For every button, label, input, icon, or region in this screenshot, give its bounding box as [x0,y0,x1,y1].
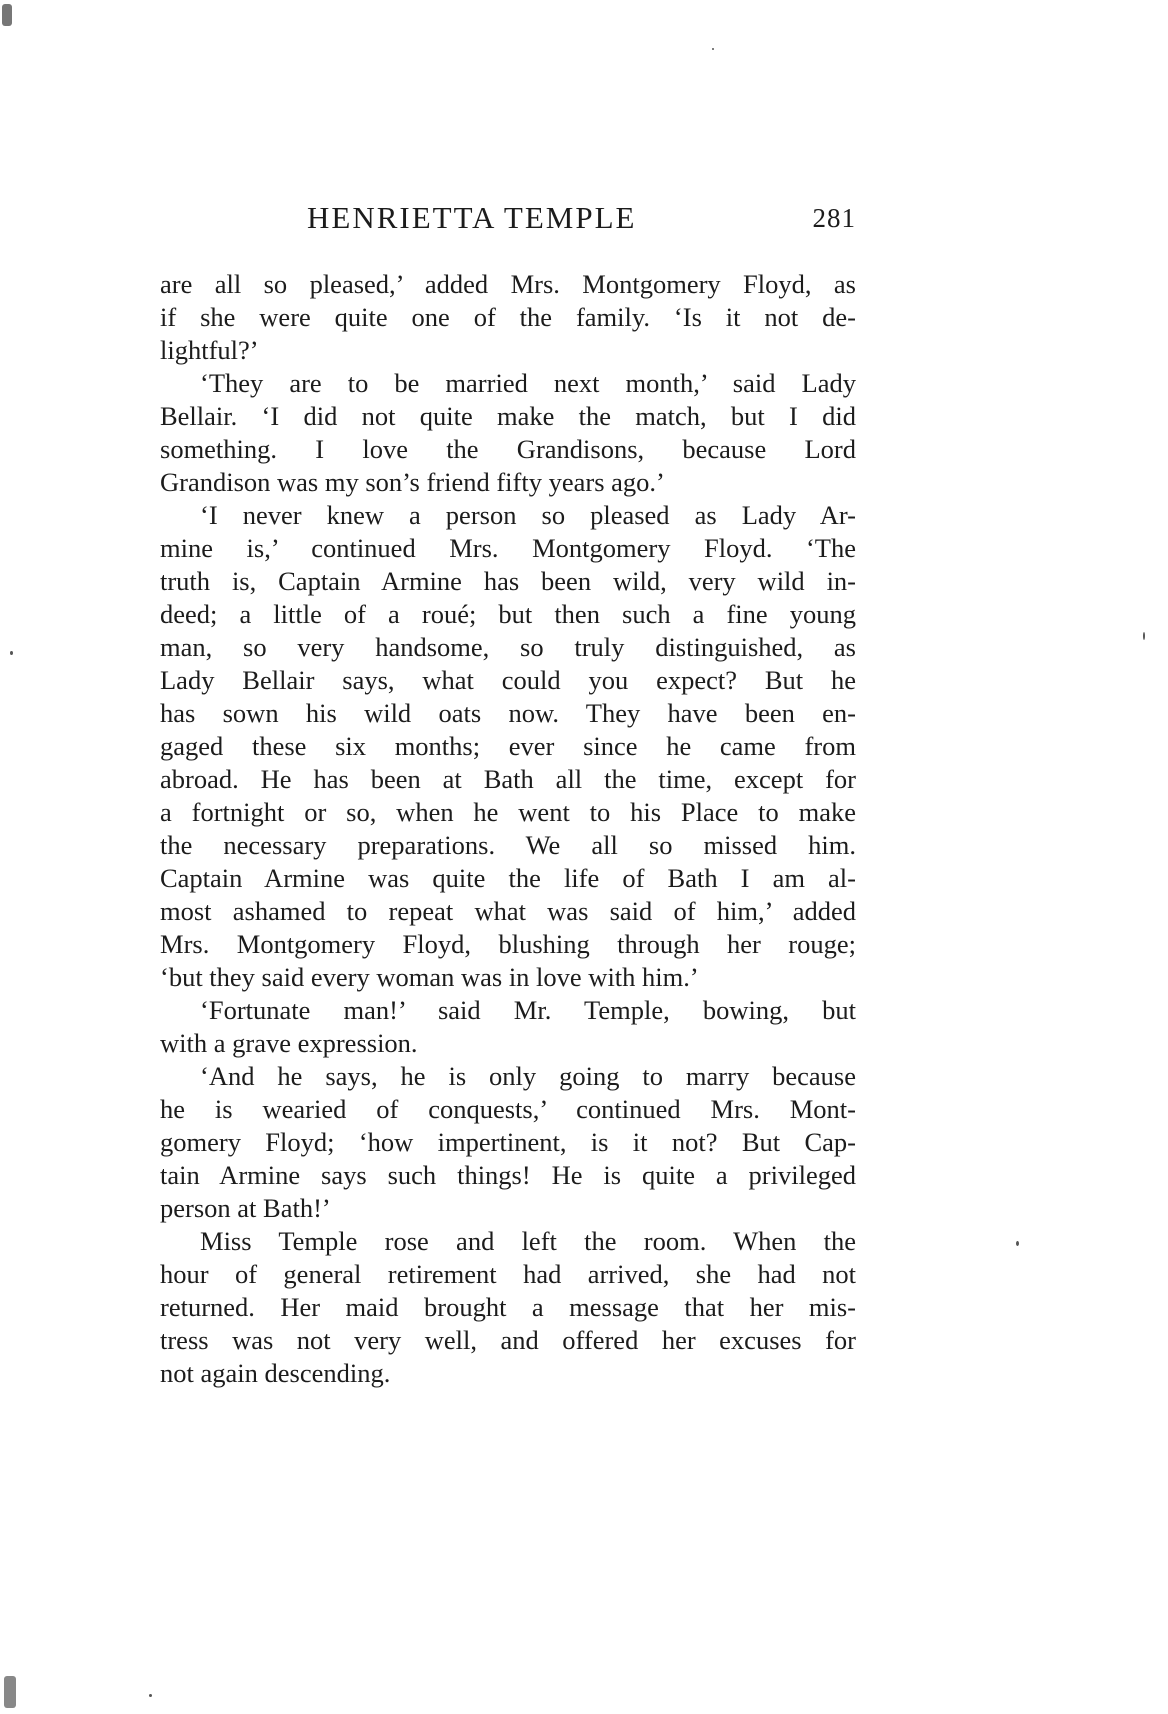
text-line: ‘And he says, he is only going to marry because [200,1061,856,1091]
text-line: abroad. He has been at Bath all the time, except for [160,764,856,794]
scan-speck [712,48,714,50]
text-line: has sown his wild oats now. They have been en- [160,698,856,728]
scan-speck [4,1676,16,1708]
text-line: tress was not very well, and offered her excuses for [160,1325,856,1355]
text-line: lightful?’ [160,335,259,365]
body-text [160,268,856,1390]
text-line: person at Bath!’ [160,1193,331,1223]
page-header [160,200,856,240]
text-line: Lady Bellair says, what could you expect? But he [160,665,856,695]
text-line: man, so very handsome, so truly distinguished, as [160,632,856,662]
scan-speck [2,4,12,26]
text-line: Bellair. ‘I did not quite make the match, but I did [160,401,856,431]
running-title: HENRIETTA TEMPLE [307,200,637,235]
text-line: not again descending. [160,1358,391,1388]
scan-speck [1016,1241,1019,1246]
text-line: something. I love the Grandisons, because Lord [160,434,856,464]
page-number: 281 [812,203,856,233]
text-line: if she were quite one of the family. ‘Is it not de- [160,302,856,332]
text-line: gomery Floyd; ‘how impertinent, is it not? But Cap- [160,1127,856,1157]
scan-speck [10,651,13,655]
text-line: mine is,’ continued Mrs. Montgomery Floyd. ‘The [160,533,856,563]
text-line: Captain Armine was quite the life of Bath I am al- [160,863,856,893]
text-line: Miss Temple rose and left the room. When the [200,1226,856,1256]
text-line: the necessary preparations. We all so missed him. [160,830,856,860]
text-line: ‘Fortunate man!’ said Mr. Temple, bowing, but [200,995,856,1025]
text-line: gaged these six months; ever since he came from [160,731,856,761]
text-line: most ashamed to repeat what was said of him,’ added [160,896,856,926]
scan-speck [1143,632,1145,640]
text-line: returned. Her maid brought a message that her mis- [160,1292,856,1322]
text-line: hour of general retirement had arrived, she had not [160,1259,856,1289]
text-line: ‘but they said every woman was in love with him.’ [160,962,699,992]
text-line: with a grave expression. [160,1028,418,1058]
text-line: a fortnight or so, when he went to his Place to make [160,797,856,827]
text-line: ‘They are to be married next month,’ said Lady [200,368,856,398]
text-line: tain Armine says such things! He is quite a privileged [160,1160,856,1190]
text-line: truth is, Captain Armine has been wild, very wild in- [160,566,856,596]
scan-speck [149,1694,152,1697]
text-line: Mrs. Montgomery Floyd, blushing through her rouge; [160,929,856,959]
text-line: ‘I never knew a person so pleased as Lady Ar- [200,500,856,530]
text-line: Grandison was my son’s friend fifty years ago.’ [160,467,665,497]
text-line: deed; a little of a roué; but then such a fine young [160,599,856,629]
text-line: he is wearied of conquests,’ continued Mrs. Mont- [160,1094,856,1124]
text-line: are all so pleased,’ added Mrs. Montgomery Floyd, as [160,269,856,299]
